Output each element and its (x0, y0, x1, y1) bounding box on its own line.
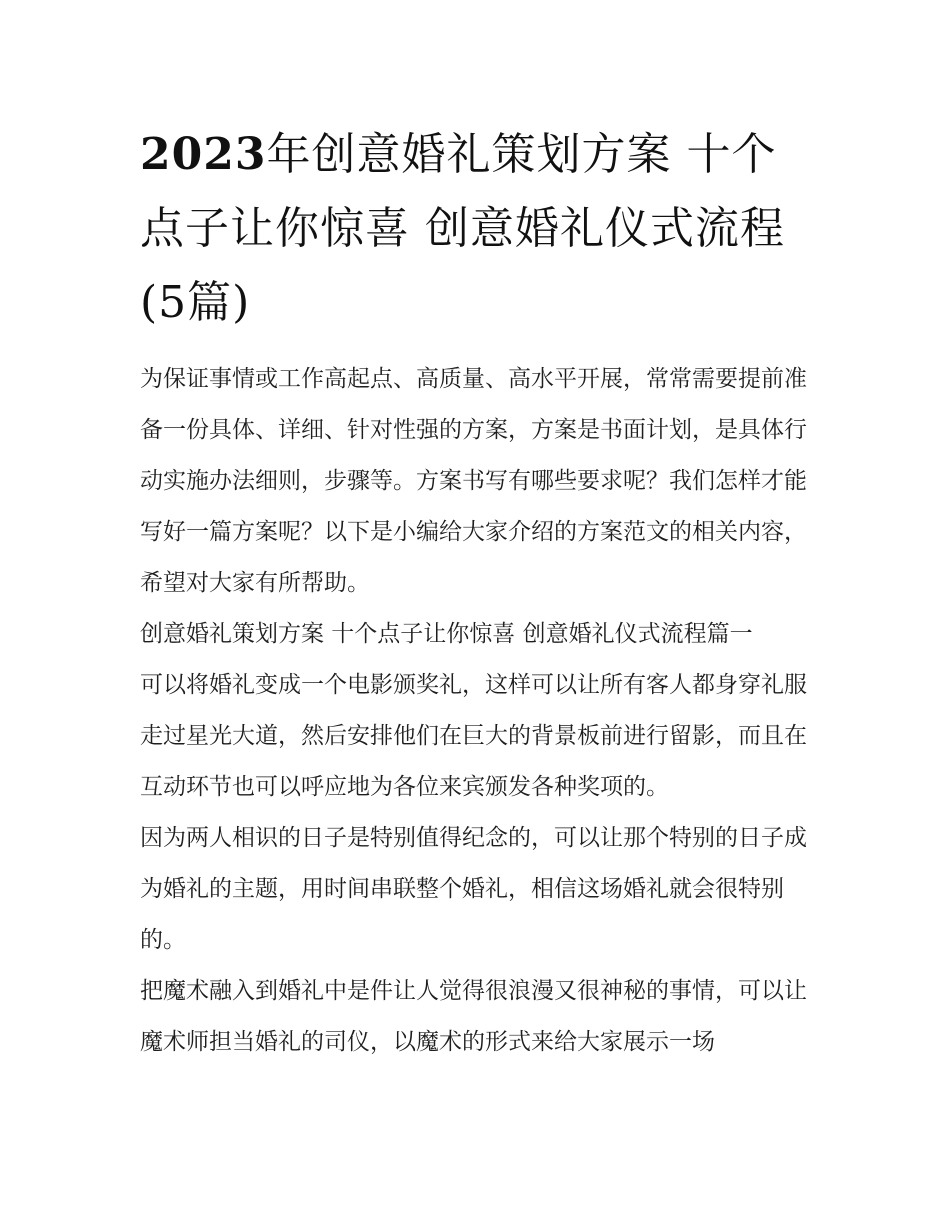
paragraph-magic: 把魔术融入到婚礼中是件让人觉得很浪漫又很神秘的事情，可以让魔术师担当婚礼的司仪，以魔术的形式来给大家展示一场 (140, 978, 807, 1055)
paragraph-section-heading: 创意婚礼策划方案 十个点子让你惊喜 创意婚礼仪式流程篇一 (140, 621, 753, 647)
document-title: 2023年创意婚礼策划方案 十个点子让你惊喜 创意婚礼仪式流程(5篇) (140, 129, 785, 328)
paragraph-movie-award: 可以将婚礼变成一个电影颁奖礼，这样可以让所有客人都身穿礼服走过星光大道，然后安排他们在巨大的背景板前进行留影，而且在互动环节也可以呼应地为各位来宾颁发各种奖项的。 (140, 672, 807, 800)
paragraph-intro: 为保证事情或工作高起点、高质量、高水平开展，常常需要提前准备一份具体、详细、针对性强的方案，方案是书面计划，是具体行动实施办法细则，步骤等。方案书写有哪些要求呢？我们怎样才能写好一篇方案呢？以下是小编给大家介绍的方案范文的相关内容，希望对大家有所帮助。 (140, 366, 807, 596)
document-body (140, 118, 815, 1068)
paragraph-anniversary-theme: 因为两人相识的日子是特别值得纪念的，可以让那个特别的日子成为婚礼的主题，用时间串联整个婚礼，相信这场婚礼就会很特别的。 (140, 825, 807, 953)
